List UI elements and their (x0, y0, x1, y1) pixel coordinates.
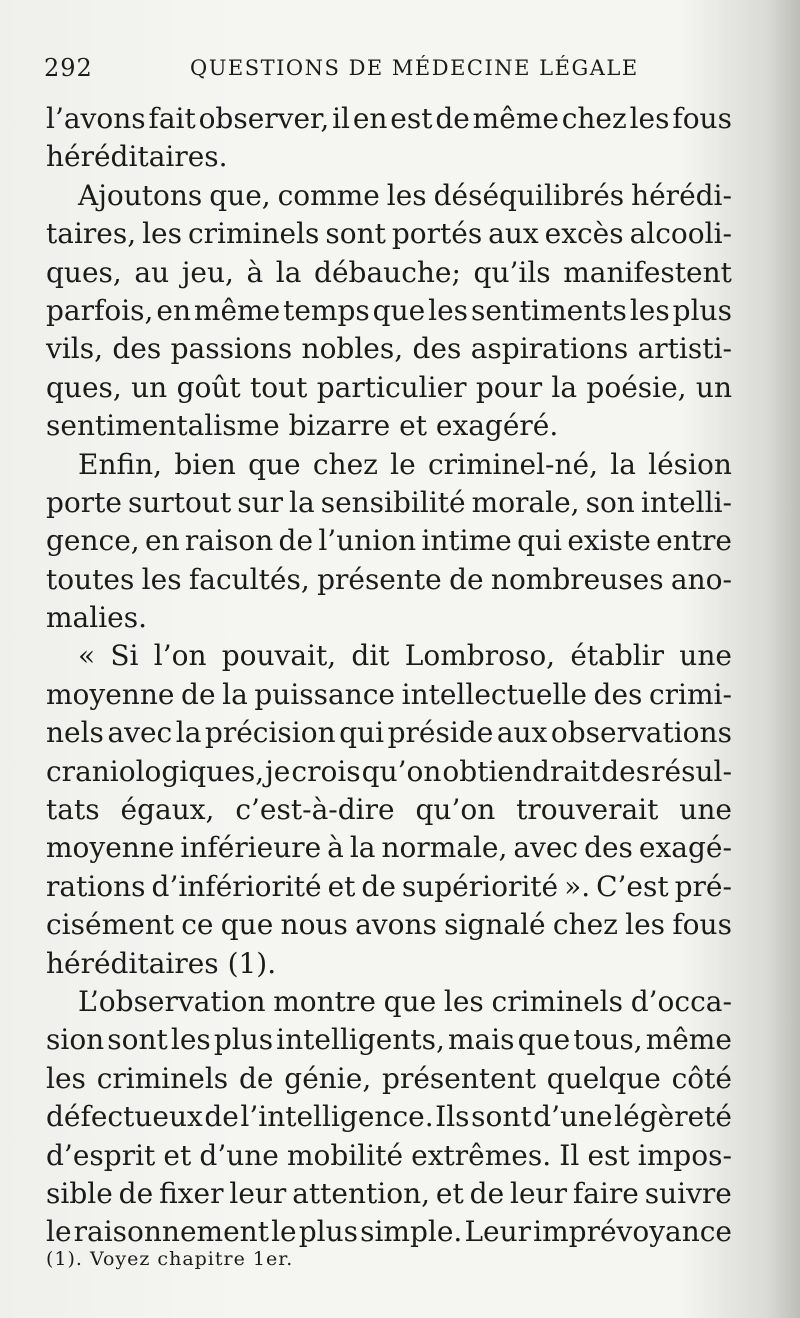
text-line: porte surtout sur la sensibilité morale, son intelli- (46, 485, 732, 519)
page-header (44, 54, 744, 88)
text-line: moyenne inférieure à la normale, avec des exagé- (46, 831, 732, 865)
page-number: 292 (44, 54, 93, 82)
text-line: sible de fixer leur attention, et de leur faire suivre (46, 1176, 732, 1210)
text-line: malies. (46, 601, 147, 635)
text-line: gence, en raison de l’union intime qui existe entre (46, 524, 732, 558)
text-line: défectueux de l’intelligence. Ils sont d’une légèreté (46, 1100, 732, 1134)
text-line: ques, un goût tout particulier pour la poésie, un (46, 370, 732, 404)
body-text (46, 100, 732, 1252)
text-line: craniologiques, je crois qu’on obtiendrait des résul- (46, 754, 732, 788)
text-line: l’avons fait observer, il en est de même chez les fous (46, 102, 732, 135)
text-line: sion sont les plus intelligents, mais que tous, même (46, 1023, 732, 1057)
text-line: taires, les criminels sont portés aux excès alcooli- (46, 217, 732, 251)
text-line: nels avec la précision qui préside aux observations (46, 716, 732, 750)
text-line: les criminels de génie, présentent quelque côté (46, 1061, 732, 1095)
text-line: ques, au jeu, à la débauche; qu’ils manifestent (46, 255, 732, 289)
text-line: L’observation montre que les criminels d’occa- (78, 984, 732, 1018)
text-line: toutes les facultés, présente de nombreuses ano- (46, 562, 732, 596)
text-line: héréditaires (1). (46, 946, 277, 980)
text-line: Ajoutons que, comme les déséquilibrés hérédi- (78, 178, 732, 212)
text-line: vils, des passions nobles, des aspirations artisti- (46, 332, 732, 366)
text-line: parfois, en même temps que les sentiments les plus (46, 293, 732, 327)
text-line: rations d’infériorité et de supériorité ». C’est pré- (46, 869, 732, 903)
text-line: héréditaires. (46, 140, 228, 174)
text-line: d’esprit et d’une mobilité extrêmes. Il est impos- (46, 1138, 732, 1172)
text-line: moyenne de la puissance intellectuelle des crimi- (46, 677, 732, 711)
footnote: (1). Voyez chapitre 1er. (46, 1248, 294, 1270)
text-line: « Si l’on pouvait, dit Lombroso, établir une (78, 639, 732, 673)
text-line: le raisonnement le plus simple. Leur imprévoyance (46, 1215, 732, 1249)
text-line: sentimentalisme bizarre et exagéré. (46, 409, 559, 443)
text-line: Enfin, bien que chez le criminel-né, la lésion (78, 447, 732, 481)
running-title: QUESTIONS DE MÉDECINE LÉGALE (190, 56, 639, 80)
text-line: tats égaux, c’est-à-dire qu’on trouverait une (46, 793, 732, 827)
text-line: cisément ce que nous avons signalé chez les fous (46, 908, 732, 942)
